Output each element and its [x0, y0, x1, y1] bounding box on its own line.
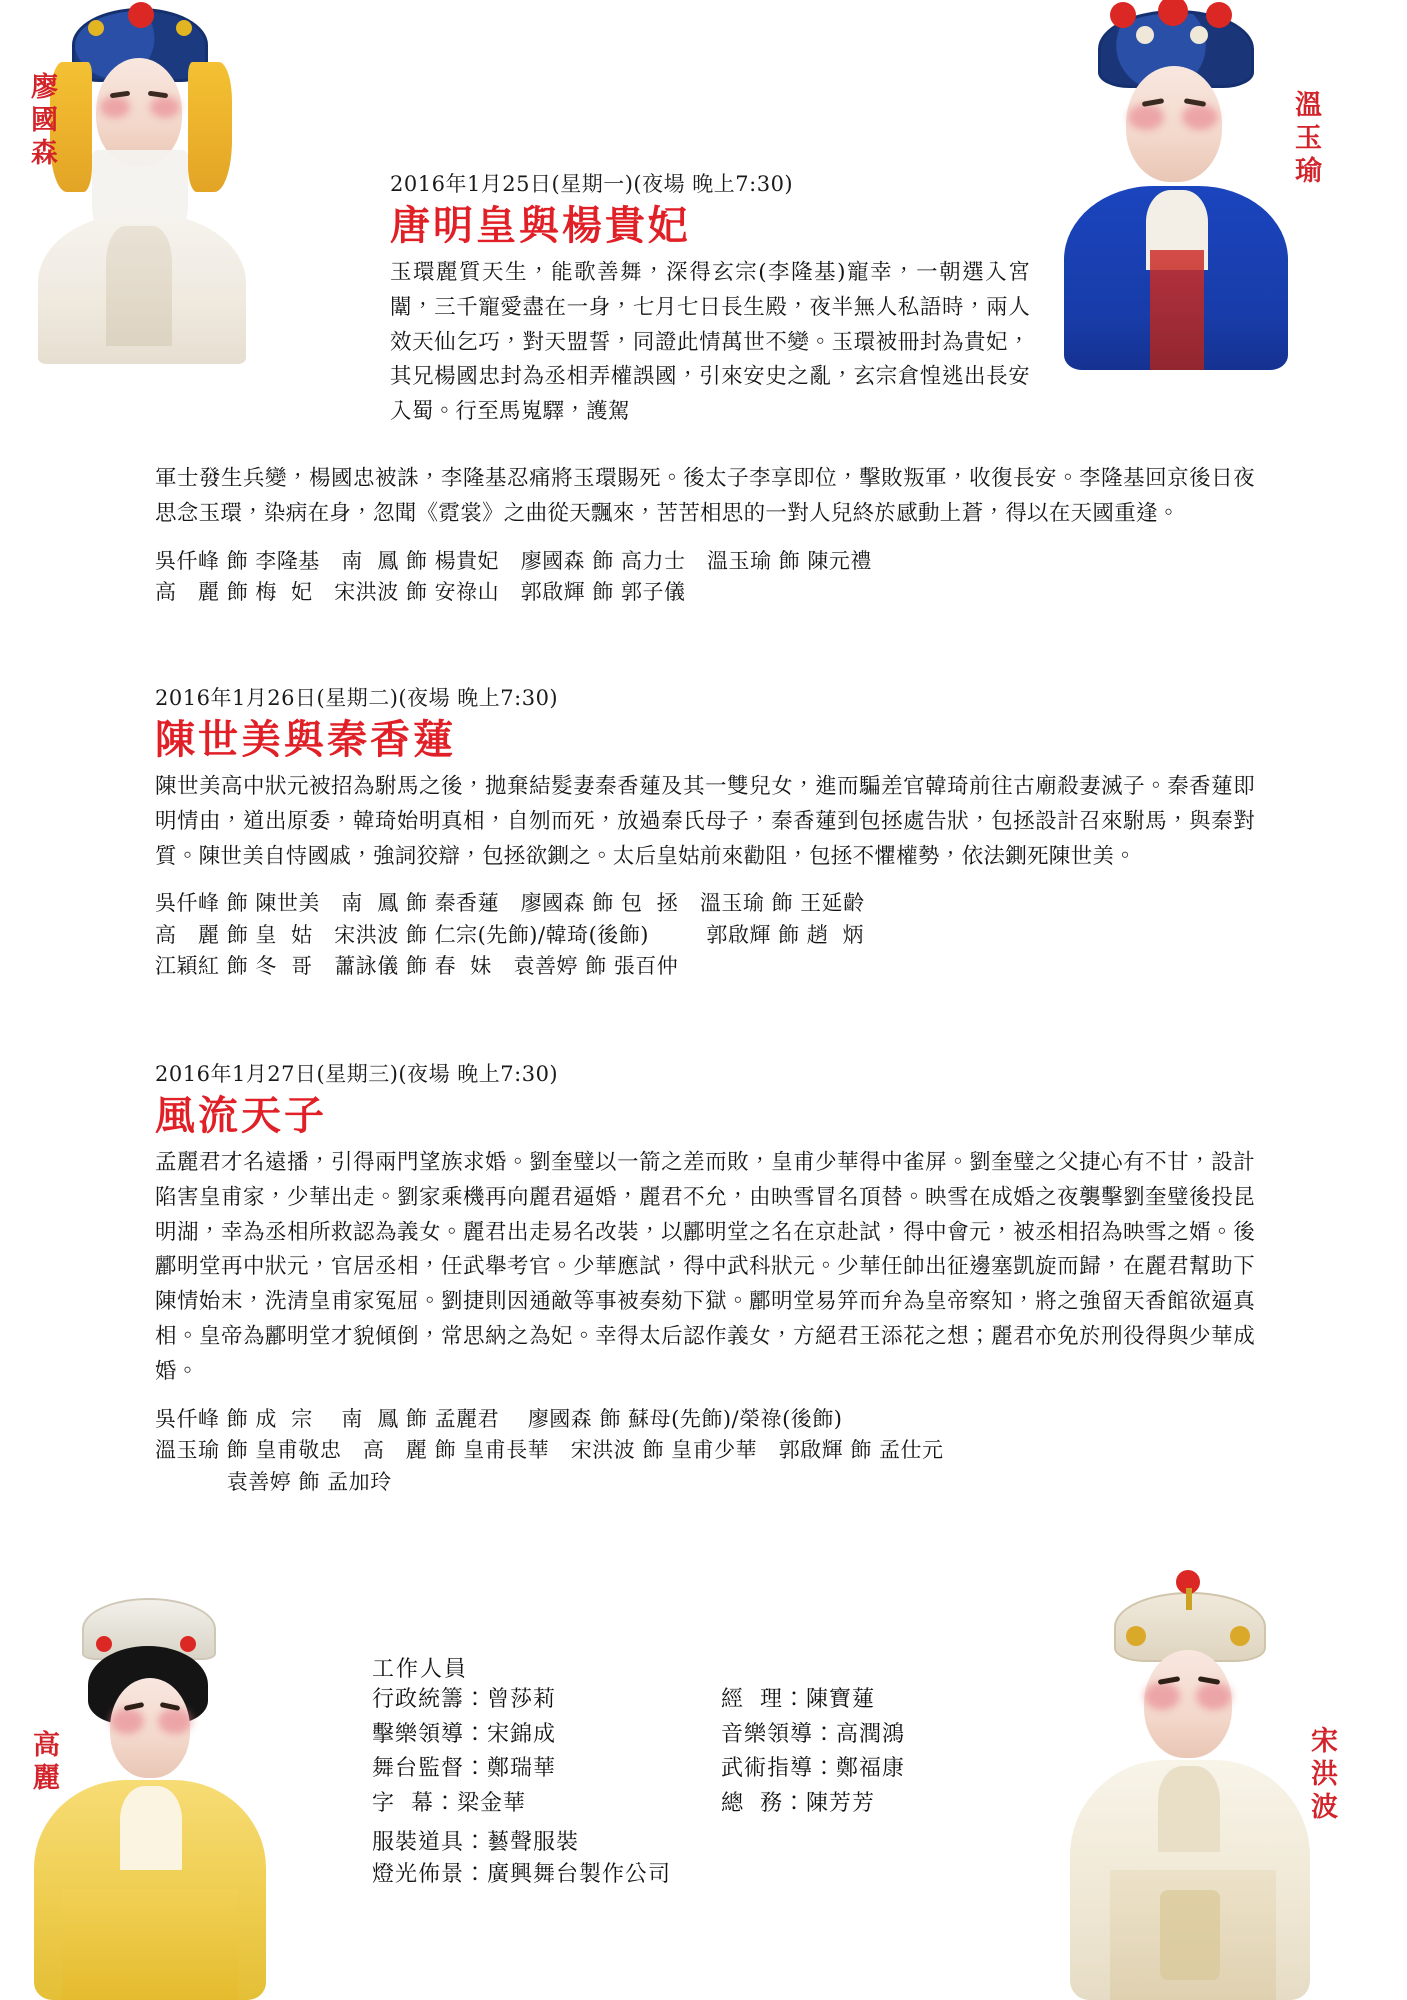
show-1-synopsis-full: 軍士發生兵變，楊國忠被誅，李隆基忍痛將玉環賜死。後太子李享即位，擊敗叛軍，收復長安。李隆基回京後日夜思念玉環，染病在身，忽聞《霓裳》之曲從天飄來，苦苦相思的一對人兒終於感動上蒼，得以在天國重逢。 — [155, 466, 1255, 526]
show-1-title: 唐明皇與楊貴妃 — [390, 202, 691, 249]
opera-figure — [1040, 1570, 1340, 2000]
show-1-body — [155, 462, 1255, 609]
show-2-date: 2016年1月26日(星期二)(夜場 晚上7:30) — [155, 686, 559, 710]
crew-item: 經 理：陳寶蓮 — [721, 1687, 875, 1712]
show-1-header — [390, 168, 1030, 430]
crew-item: 舞台監督：鄭瑞華 — [372, 1756, 557, 1782]
crew-item: 服裝道具：藝聲服裝 — [372, 1829, 580, 1855]
show-3-cast-line-3: 袁善婷 飾 孟加玲 — [155, 1469, 392, 1494]
show-3-synopsis: 孟麗君才名遠播，引得兩門望族求婚。劉奎璧以一箭之差而敗，皇甫少華得中雀屏。劉奎璧之父捷心有不甘，設計陷害皇甫家，少華出走。劉家乘機再向麗君逼婚，麗君不允，由映雪冒名頂替。映雪在成婚之夜襲擊劉奎璧後投昆明湖，幸為丞相所救認為義女。麗君出走易名改裝，以酈明堂之名在京赴試，得中會元，被丞相招為映雪之婿。後酈明堂再中狀元，官居丞相，任武舉考官。少華應試，得中武科狀元。少華任帥出征邊塞凱旋而歸，在麗君幫助下陳情始末，洗清皇甫家冤屈。劉捷則因通敵等事被奏劾下獄。酈明堂易笄而弁為皇帝察知，將之強留天香館欲逼真相。皇帝為酈明堂才貌傾倒，常思納之為妃。幸得太后認作義女，方絕君王添花之想；麗君亦免於刑役得與少華成婚。 — [155, 1150, 1255, 1384]
show-3-block — [155, 1058, 1255, 1498]
crew-block — [372, 1652, 1012, 1891]
performer-photo-top-left — [10, 0, 270, 360]
performer-name-bottom-right: 宋洪波 — [1306, 1726, 1337, 1825]
crew-grid — [372, 1685, 1012, 1819]
crew-heading: 工作人員 — [372, 1657, 469, 1682]
crew-item: 行政統籌：曾莎莉 — [372, 1687, 557, 1712]
show-2-cast-line-2: 高 麗 飾 皇 姑 宋洪波 飾 仁宗(先飾)/韓琦(後飾) 郭啟輝 飾 趙 炳 — [155, 922, 865, 947]
show-1-cast-line-2: 高 麗 飾 梅 妃 宋洪波 飾 安祿山 郭啟輝 飾 郭子儀 — [155, 580, 686, 605]
show-1-synopsis-indented: 玉環麗質天生，能歌善舞，深得玄宗(李隆基)寵幸，一朝選入宮闈，三千寵愛盡在一身，七月七日長生殿，夜半無人私語時，兩人效天仙乞巧，對天盟誓，同證此情萬世不變。玉環被冊封為貴妃，其兄楊國忠封為丞相弄權誤國，引來安史之亂，玄宗倉惶逃出長安入蜀。行至馬嵬驛，護駕 — [390, 260, 1030, 425]
show-3-title: 風流天子 — [155, 1092, 327, 1139]
opera-figure — [1030, 0, 1330, 370]
crew-item: 總 務：陳芳芳 — [721, 1791, 875, 1817]
crew-item: 燈光佈景：廣興舞台製作公司 — [372, 1861, 672, 1887]
performer-name-top-left: 廖國森 — [26, 72, 57, 171]
crew-item: 字 幕：梁金華 — [372, 1791, 526, 1817]
performer-photo-bottom-right — [1040, 1570, 1340, 2000]
crew-item: 音樂領導：高潤鴻 — [721, 1721, 906, 1747]
crew-item: 武術指導：鄭福康 — [721, 1756, 906, 1782]
show-1-date: 2016年1月25日(星期一)(夜場 晚上7:30) — [390, 172, 794, 196]
show-3-cast-line-1: 吳仟峰 飾 成 宗 南 鳳 飾 孟麗君 廖國森 飾 蘇母(先飾)/榮祿(後飾) — [155, 1406, 843, 1431]
show-2-cast-line-3: 江穎紅 飾 冬 哥 蕭詠儀 飾 春 妹 袁善婷 飾 張百仲 — [155, 954, 679, 979]
show-2-title: 陳世美與秦香蓮 — [155, 716, 456, 763]
performer-photo-top-right — [1030, 0, 1330, 370]
show-2-cast-line-1: 吳仟峰 飾 陳世美 南 鳳 飾 秦香蓮 廖國森 飾 包 拯 溫玉瑜 飾 王延齡 — [155, 891, 865, 916]
show-3-date: 2016年1月27日(星期三)(夜場 晚上7:30) — [155, 1062, 559, 1086]
crew-item: 擊樂領導：宋錦成 — [372, 1721, 557, 1747]
show-2-block — [155, 682, 1255, 983]
show-3-cast-line-2: 溫玉瑜 飾 皇甫敬忠 高 麗 飾 皇甫長華 宋洪波 飾 皇甫少華 郭啟輝 飾 孟仕元 — [155, 1438, 944, 1463]
show-1-cast-line-1: 吳仟峰 飾 李隆基 南 鳳 飾 楊貴妃 廖國森 飾 高力士 溫玉瑜 飾 陳元禮 — [155, 548, 872, 573]
opera-figure — [10, 0, 270, 360]
performer-name-bottom-left: 高麗 — [28, 1730, 59, 1796]
performer-photo-bottom-left — [10, 1590, 290, 2000]
performer-name-top-right: 溫玉瑜 — [1290, 90, 1321, 189]
show-2-synopsis: 陳世美高中狀元被招為駙馬之後，拋棄結髮妻秦香蓮及其一雙兒女，進而騙差官韓琦前往古廟殺妻滅子。秦香蓮即明情由，道出原委，韓琦始明真相，自刎而死，放過秦氏母子，秦香蓮到包拯處告狀，包拯設計召來駙馬，與秦對質。陳世美自恃國戚，強詞狡辯，包拯欲鍘之。太后皇姑前來勸阻，包拯不懼權勢，依法鍘死陳世美。 — [155, 774, 1255, 869]
